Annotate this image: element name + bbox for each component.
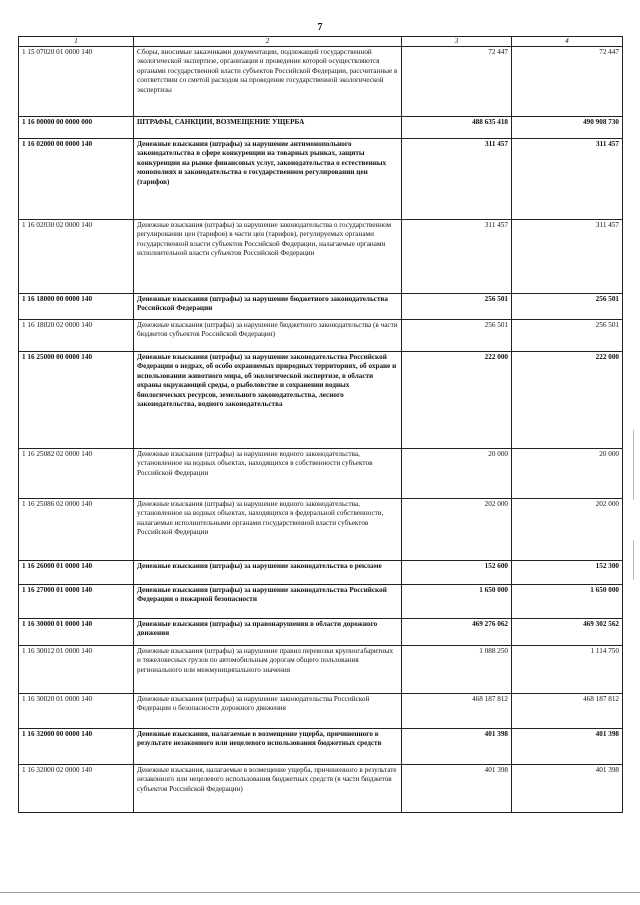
amount-col3-cell: 311 457 — [402, 139, 512, 220]
budget-code-cell: 1 16 30012 01 0000 140 — [19, 646, 134, 694]
description-cell: Денежные взыскания, налагаемые в возмещение ущерба, причиненного в результате незаконного или нецелевого использования бюджетных средств — [134, 729, 402, 765]
table-row — [19, 585, 623, 619]
amount-col4-cell: 202 000 — [512, 499, 623, 561]
amount-col4-cell: 72 447 — [512, 47, 623, 117]
budget-code-cell: 1 16 02000 00 0000 140 — [19, 139, 134, 220]
amount-col3-cell: 152 600 — [402, 561, 512, 585]
budget-code-cell: 1 16 25000 00 0000 140 — [19, 352, 134, 449]
description-cell: Денежные взыскания (штрафы) за нарушение законодательства о рекламе — [134, 561, 402, 585]
description-cell: Денежные взыскания (штрафы) за нарушение водного законодательства, установленное на водных объектах, находящихся в собственности субъектов Российской Федерации — [134, 449, 402, 499]
amount-col3-cell: 311 457 — [402, 220, 512, 294]
table-row — [19, 117, 623, 139]
amount-col4-cell: 222 000 — [512, 352, 623, 449]
table-row — [19, 47, 623, 117]
column-number: 2 — [134, 37, 402, 47]
amount-col4-cell: 20 000 — [512, 449, 623, 499]
amount-col4-cell: 401 398 — [512, 765, 623, 813]
description-cell: Денежные взыскания (штрафы) за нарушение законодательства Российской Федерации о пожарной безопасности — [134, 585, 402, 619]
table-row — [19, 320, 623, 352]
column-number-row — [19, 37, 623, 47]
amount-col4-cell: 311 457 — [512, 220, 623, 294]
page-number: 7 — [317, 22, 323, 33]
description-cell: Денежные взыскания (штрафы) за нарушение водного законодательства, установленное на водных объектах, находящихся в федеральной собственности, налагаемые исполнительными органами государственной власти субъектов Российской Федерации — [134, 499, 402, 561]
description-cell: Денежные взыскания (штрафы) за нарушение бюджетного законодательства (в части бюджетов субъектов Российской Федерации) — [134, 320, 402, 352]
amount-col4-cell: 256 501 — [512, 320, 623, 352]
budget-code-cell: 1 16 32000 02 0000 140 — [19, 765, 134, 813]
description-cell: Денежные взыскания (штрафы) за нарушение законодательства Российской Федерации о безопасности дорожного движения — [134, 694, 402, 729]
table-row — [19, 294, 623, 320]
table-row — [19, 352, 623, 449]
amount-col3-cell: 256 501 — [402, 294, 512, 320]
column-number: 1 — [19, 37, 134, 47]
amount-col3-cell: 401 398 — [402, 729, 512, 765]
description-cell: ШТРАФЫ, САНКЦИИ, ВОЗМЕЩЕНИЕ УЩЕРБА — [134, 117, 402, 139]
budget-code-cell: 1 16 30020 01 0000 140 — [19, 694, 134, 729]
amount-col3-cell: 488 635 418 — [402, 117, 512, 139]
amount-col3-cell: 468 187 812 — [402, 694, 512, 729]
amount-col4-cell: 1 114 750 — [512, 646, 623, 694]
budget-code-cell: 1 15 07020 01 0000 140 — [19, 47, 134, 117]
table-row — [19, 619, 623, 646]
amount-col4-cell: 469 302 562 — [512, 619, 623, 646]
description-cell: Денежные взыскания (штрафы) за нарушение антимонопольного законодательства в сфере конкуренции на товарных рынках, защиты конкуренции на рынке финансовых услуг, законодательства о естественных монополиях и законодательства о государственном регулировании цен (тарифов) — [134, 139, 402, 220]
table-row — [19, 765, 623, 813]
table-row — [19, 729, 623, 765]
description-cell: Денежные взыскания, налагаемые в возмещение ущерба, причиненного в результате незаконного или нецелевого использования бюджетных средств (в части бюджетов субъектов Российской Федерации) — [134, 765, 402, 813]
table-row — [19, 694, 623, 729]
description-cell: Сборы, вносимые заказчиками документации, подлежащей государственной экологической экспертизе, организация и проведение которой осуществляются органами государственной власти субъектов Российской Федерации, рассчитанные в соответствии со сметой расходов на проведение государственной экологической экспертизы — [134, 47, 402, 117]
table-row — [19, 220, 623, 294]
amount-col3-cell: 20 000 — [402, 449, 512, 499]
budget-code-cell: 1 16 26000 01 0000 140 — [19, 561, 134, 585]
table-row — [19, 139, 623, 220]
amount-col3-cell: 1 650 000 — [402, 585, 512, 619]
budget-code-cell: 1 16 27000 01 0000 140 — [19, 585, 134, 619]
column-number: 4 — [512, 37, 623, 47]
revenue-table — [18, 36, 623, 813]
amount-col3-cell: 202 000 — [402, 499, 512, 561]
description-cell: Денежные взыскания (штрафы) за нарушение правил перевозки крупногабаритных и тяжеловесных грузов по автомобильным дорогам общего пользования регионального или межмуниципального значения — [134, 646, 402, 694]
scan-edge-mark — [633, 540, 634, 580]
budget-code-cell: 1 16 25086 02 0000 140 — [19, 499, 134, 561]
amount-col4-cell: 1 650 000 — [512, 585, 623, 619]
column-number: 3 — [402, 37, 512, 47]
description-cell: Денежные взыскания (штрафы) за нарушение законодательства Российской Федерации о недрах, об особо охраняемых природных территориях, об охране и использовании животного мира, об экологической экспертизе, в области охраны окружающей среды, о рыболовстве и сохранении водных биологических ресурсов, земельного законодательства, лесного законодательства, водного законодательства — [134, 352, 402, 449]
budget-code-cell: 1 16 32000 00 0000 140 — [19, 729, 134, 765]
amount-col4-cell: 256 501 — [512, 294, 623, 320]
amount-col4-cell: 152 300 — [512, 561, 623, 585]
amount-col3-cell: 72 447 — [402, 47, 512, 117]
description-cell: Денежные взыскания (штрафы) за правонарушения в области дорожного движения — [134, 619, 402, 646]
amount-col3-cell: 401 398 — [402, 765, 512, 813]
scan-bottom-line — [0, 892, 640, 893]
amount-col3-cell: 469 276 062 — [402, 619, 512, 646]
budget-code-cell: 1 16 02030 02 0000 140 — [19, 220, 134, 294]
scan-edge-mark — [633, 430, 634, 500]
table-row — [19, 646, 623, 694]
budget-code-cell: 1 16 25082 02 0000 140 — [19, 449, 134, 499]
amount-col4-cell: 401 398 — [512, 729, 623, 765]
table-row — [19, 449, 623, 499]
amount-col4-cell: 490 908 730 — [512, 117, 623, 139]
table-row — [19, 561, 623, 585]
description-cell: Денежные взыскания (штрафы) за нарушение бюджетного законодательства Российской Федерации — [134, 294, 402, 320]
amount-col4-cell: 311 457 — [512, 139, 623, 220]
budget-code-cell: 1 16 18000 00 0000 140 — [19, 294, 134, 320]
amount-col3-cell: 1 088 250 — [402, 646, 512, 694]
amount-col4-cell: 468 187 812 — [512, 694, 623, 729]
budget-code-cell: 1 16 18020 02 0000 140 — [19, 320, 134, 352]
budget-code-cell: 1 16 30000 01 0000 140 — [19, 619, 134, 646]
budget-code-cell: 1 16 00000 00 0000 000 — [19, 117, 134, 139]
amount-col3-cell: 256 501 — [402, 320, 512, 352]
amount-col3-cell: 222 000 — [402, 352, 512, 449]
description-cell: Денежные взыскания (штрафы) за нарушение законодательства о государственном регулировании цен (тарифов) в части цен (тарифов), регулируемых органами государственной власти субъектов Российской Федерации, налагаемые органами исполнительной власти субъектов Российской Федерации — [134, 220, 402, 294]
table-row — [19, 499, 623, 561]
